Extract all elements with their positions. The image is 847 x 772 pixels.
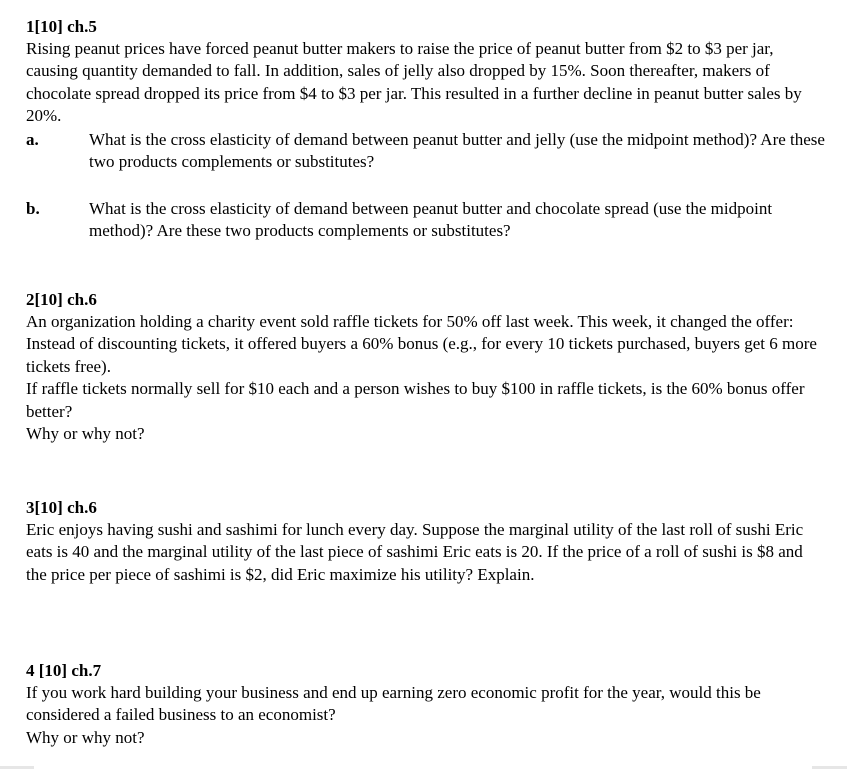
question-4-prompt: If you work hard building your business and end up earning zero economic profit for the year, would this be considered a failed business to an economist? [26,683,761,725]
question-4-why: Why or why not? [26,727,145,747]
question-2-why: Why or why not? [26,424,145,444]
question-4-heading: 4 [10] ch.7 [26,661,102,680]
page-edge-right [812,766,847,769]
part-b-text: What is the cross elasticity of demand between peanut butter and chocolate spread (use the midpoint method)? Are these two products complements or substitutes? [89,199,773,241]
question-1-part-b [26,198,826,243]
question-2-heading: 2[10] ch.6 [26,290,97,309]
question-4 [26,660,826,749]
part-b-label: b. [26,199,40,218]
part-a-text: What is the cross elasticity of demand between peanut butter and jelly (use the midpoint method)? Are these two products complements or substitutes? [89,130,825,172]
question-3 [26,497,826,586]
question-2 [26,289,826,445]
page-edge-left [0,766,34,769]
question-3-prompt: Eric enjoys having sushi and sashimi for lunch every day. Suppose the marginal utility of the last roll of sushi Eric eats is 40 and the marginal utility of the last piece of sashimi Eric eats is 20. If the price of a roll of sushi is $8 and the price per piece of sashimi is $2, did Eric maximize his utility? Explain. [26,520,804,584]
part-a-label: a. [26,130,39,149]
question-3-heading: 3[10] ch.6 [26,498,97,517]
question-1-part-a [26,129,826,174]
question-1 [26,16,826,128]
question-2-question: If raffle tickets normally sell for $10 each and a person wishes to buy $100 in raffle tickets, is the 60% bonus offer better? [26,379,805,421]
question-1-heading: 1[10] ch.5 [26,17,97,36]
question-2-prompt: An organization holding a charity event sold raffle tickets for 50% off last week. This week, it changed the offer: Instead of discounting tickets, it offered buyers a 60% bonus (e.g., for every 10 tickets purchased, buyers get 6 more tickets free). [26,312,817,376]
question-1-prompt: Rising peanut prices have forced peanut butter makers to raise the price of peanut butter from $2 to $3 per jar, causing quantity demanded to fall. In addition, sales of jelly also dropped by 15%. Soon thereafter, makers of chocolate spread dropped its price from $4 to $3 per jar. This resulted in a further decline in peanut butter sales by 20%. [26,39,802,126]
